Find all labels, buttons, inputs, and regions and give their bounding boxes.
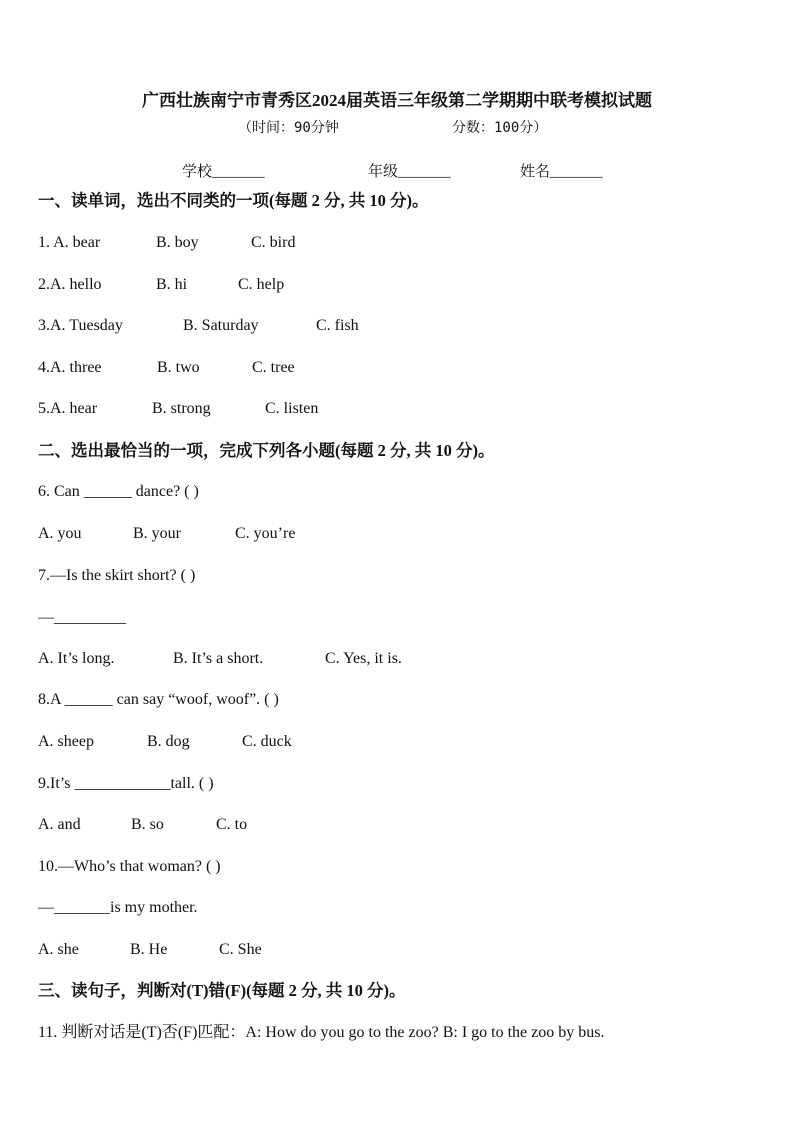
option-a: 3.A. Tuesday [38, 317, 123, 334]
option-c: C. Yes, it is. [325, 650, 402, 667]
question-5 [38, 399, 318, 419]
option-a: A. sheep [38, 733, 94, 750]
question-4 [38, 358, 295, 378]
question-1 [38, 233, 295, 253]
option-c: C. you’re [235, 525, 296, 542]
option-b: B. two [157, 359, 200, 376]
name-field: 姓名_______ [520, 164, 603, 180]
option-a: 2.A. hello [38, 276, 102, 293]
question-6-options [38, 524, 295, 544]
grade-field: 年级_______ [368, 164, 451, 180]
option-c: C. She [219, 941, 262, 958]
exam-time: （时间：90分钟 [238, 120, 339, 136]
option-c: C. fish [316, 317, 359, 334]
question-7-answer: —_________ [38, 609, 126, 626]
option-b: B. Saturday [183, 317, 259, 334]
question-6-stem: 6. Can ______ dance? ( ) [38, 483, 199, 500]
question-10-answer: —_______is my mother. [38, 899, 198, 916]
option-c: C. listen [265, 400, 319, 417]
question-8-options [38, 732, 292, 752]
option-c: C. help [238, 276, 285, 293]
document-title: 广西壮族南宁市青秀区2024届英语三年级第二学期期中联考模拟试题 [142, 91, 652, 110]
option-b: B. He [130, 941, 168, 958]
option-a: A. she [38, 941, 79, 958]
question-7-stem: 7.—Is the skirt short? ( ) [38, 567, 196, 584]
section-3-heading: 三、读句子，判断对(T)错(F)(每题 2 分, 共 10 分)。 [38, 981, 406, 1000]
option-a: 5.A. hear [38, 400, 98, 417]
school-field: 学校_______ [182, 164, 265, 180]
option-b: B. dog [147, 733, 190, 750]
option-b: B. strong [152, 400, 211, 417]
option-c: C. tree [252, 359, 295, 376]
question-9-options [38, 815, 247, 835]
option-a: A. you [38, 525, 82, 542]
question-7-options [38, 649, 402, 669]
option-b: B. hi [156, 276, 188, 293]
option-b: B. your [133, 525, 181, 542]
question-3 [38, 316, 359, 336]
option-c: C. bird [251, 234, 296, 251]
option-c: C. duck [242, 733, 292, 750]
option-b: B. It’s a short. [173, 650, 264, 667]
option-c: C. to [216, 816, 248, 833]
question-10-options [38, 940, 262, 960]
question-8-stem: 8.A ______ can say “woof, woof”. ( ) [38, 691, 279, 708]
option-a: A. It’s long. [38, 650, 115, 667]
question-11: 11. 判断对话是(T)否(F)匹配：A: How do you go to the zoo? B: I go to the zoo by bus. [38, 1024, 605, 1041]
exam-score: 分数：100分） [452, 120, 548, 136]
option-b: B. so [131, 816, 164, 833]
section-1-heading: 一、读单词，选出不同类的一项(每题 2 分, 共 10 分)。 [38, 191, 429, 210]
option-a: 4.A. three [38, 359, 102, 376]
option-a: 1. A. bear [38, 234, 101, 251]
question-9-stem: 9.It’s ____________tall. ( ) [38, 775, 214, 792]
question-10-stem: 10.—Who’s that woman? ( ) [38, 858, 221, 875]
option-a: A. and [38, 816, 81, 833]
option-b: B. boy [156, 234, 199, 251]
question-2 [38, 275, 284, 295]
section-2-heading: 二、选出最恰当的一项，完成下列各小题(每题 2 分, 共 10 分)。 [38, 441, 495, 460]
